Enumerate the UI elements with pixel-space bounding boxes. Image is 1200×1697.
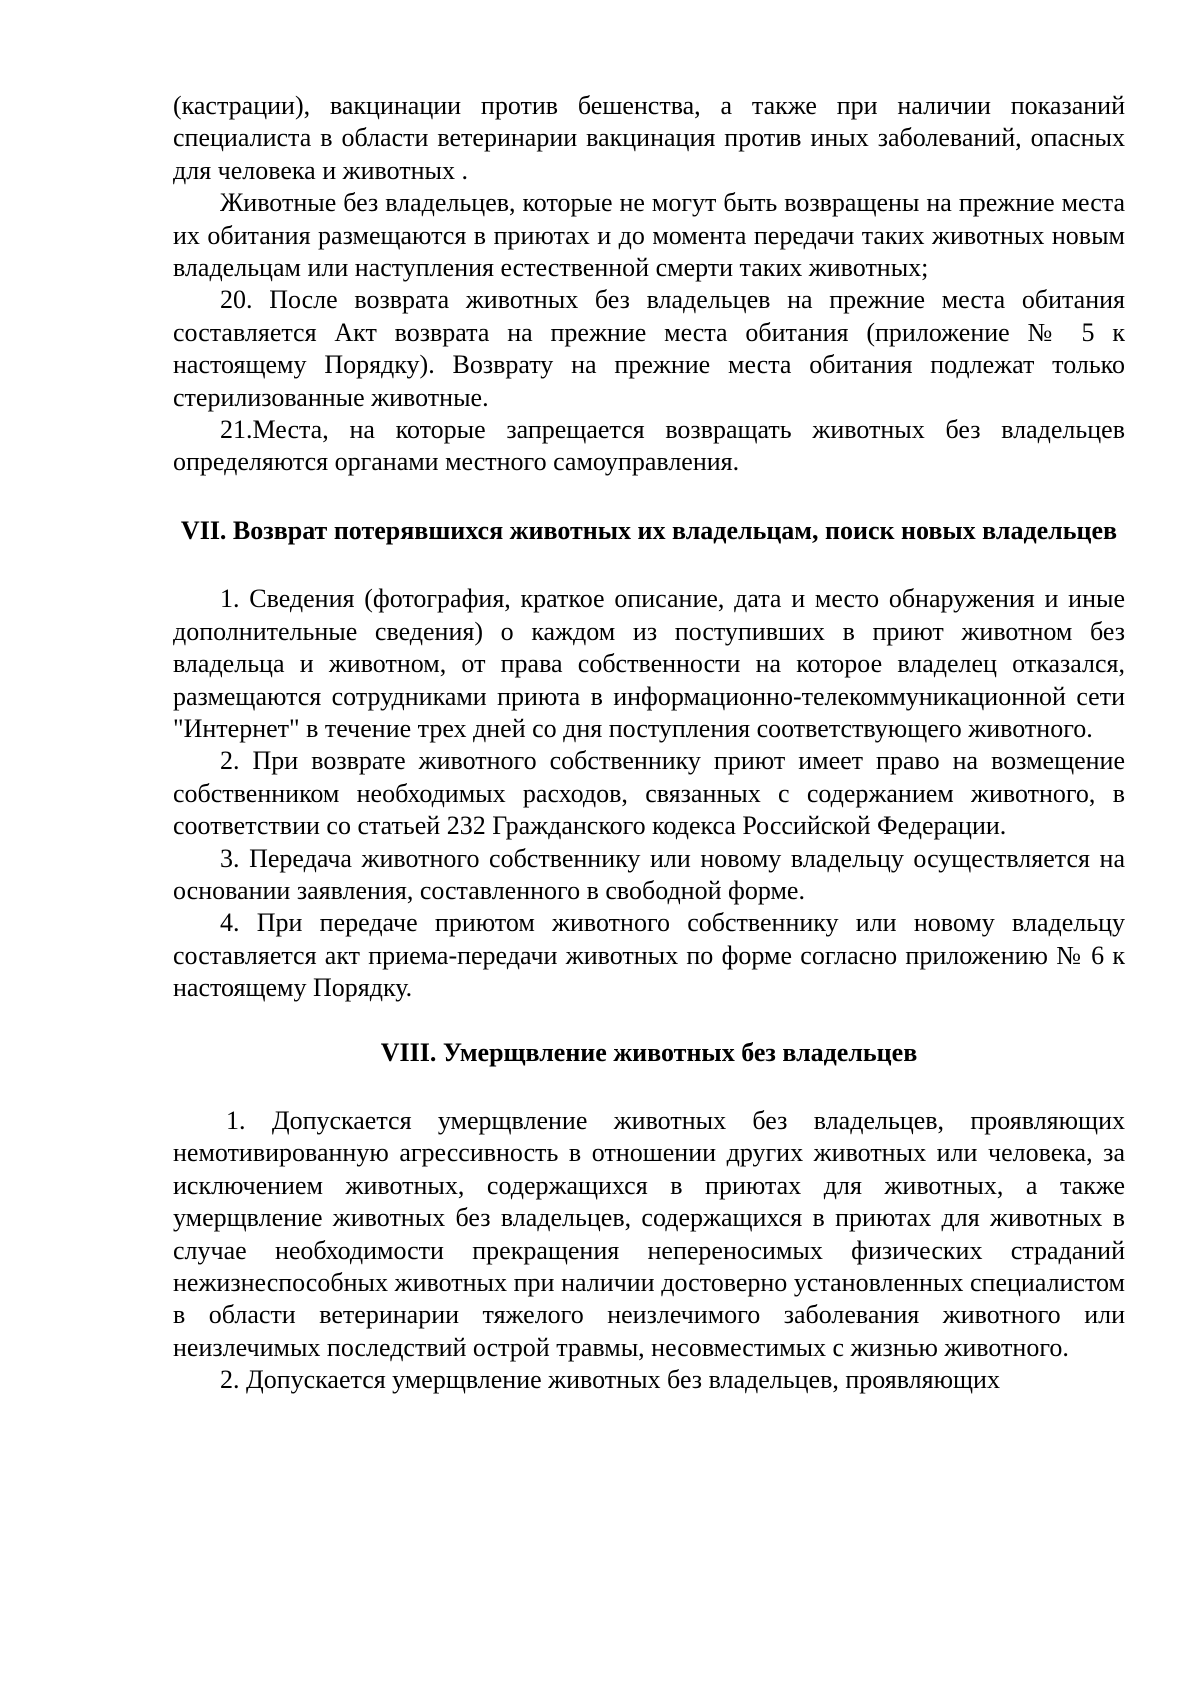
paragraph-20: 20. После возврата животных без владельцев на прежние места обитания составляется Акт возврата на прежние места обитания (приложение № 5 к настоящему Порядку). Возврату на прежние места обитания подлежат только стерилизованные животные. bbox=[173, 285, 1125, 412]
section-vii-heading: VII. Возврат потерявшихся животных их владельцам, поиск новых владельцев bbox=[180, 515, 1118, 545]
section-viii-paragraph-1: 1. Допускается умерщвление животных без владельцев, проявляющих немотивированную агрессивность в отношении других животных или человека, за исключением животных, содержащихся в приютах для животных, а также умерщвление животных без владельцев, содержащихся в приютах для животных в случае необходимости прекращения непереносимых физических страданий нежизнеспособных животных при наличии достоверно установленных специалистом в области ветеринарии тяжелого неизлечимого заболевания животного или неизлечимых последствий острой травмы, несовместимых с жизнью животного. bbox=[173, 1105, 1125, 1362]
section-viii-paragraph-2: 2. Допускается умерщвление животных без владельцев, проявляющих bbox=[220, 1365, 1000, 1395]
section-viii-heading: VIII. Умерщвление животных без владельцев bbox=[380, 1037, 918, 1067]
paragraph-continuation: (кастрации), вакцинации против бешенства, а также при наличии показаний специалиста в области ветеринарии вакцинация против иных заболеваний, опасных для человека и животных . bbox=[173, 91, 1125, 185]
document-body bbox=[173, 90, 1125, 1397]
section-vii-paragraph-2: 2. При возврате животного собственнику приют имеет право на возмещение собственником необходимых расходов, связанных с содержанием животного, в соответствии со статьей 232 Гражданского кодекса Российской Федерации. bbox=[173, 746, 1125, 841]
section-vii-paragraph-4: 4. При передаче приютом животного собственнику или новому владельцу составляется акт приема-передачи животных по форме согласно приложению № 6 к настоящему Порядку. bbox=[173, 908, 1125, 1003]
paragraph-21: 21.Места, на которые запрещается возвращать животных без владельцев определяются органами местного самоуправления. bbox=[173, 415, 1125, 477]
section-vii-paragraph-3: 3. Передача животного собственнику или новому владельцу осуществляется на основании заявления, составленного в свободной форме. bbox=[173, 843, 1125, 905]
paragraph-animals-shelter: Животные без владельцев, которые не могут быть возвращены на прежние места их обитания размещаются в приютах и до момента передачи таких животных новым владельцам или наступления естественной смерти таких животных; bbox=[173, 188, 1125, 283]
section-vii-paragraph-1: 1. Сведения (фотография, краткое описание, дата и место обнаружения и иные дополнительные сведения) о каждом из поступивших в приют животном без владельца и животном, от права собственности на которое владелец отказался, размещаются сотрудниками приюта в информационно-телекоммуникационной сети "Интернет" в течение трех дней со дня поступления соответствующего животного. bbox=[173, 584, 1125, 743]
